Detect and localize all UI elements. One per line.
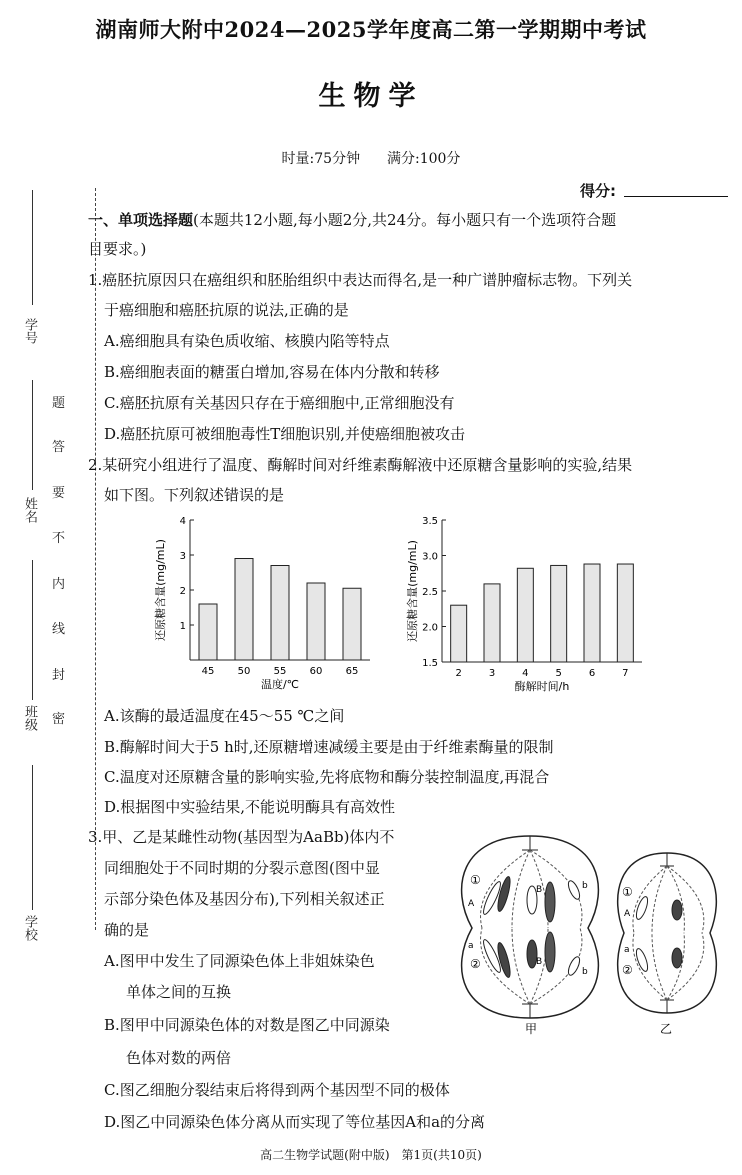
x-tick-label: 5 xyxy=(555,668,562,679)
x-tick-label: 4 xyxy=(522,668,529,679)
label-yi-one: ① xyxy=(622,885,633,899)
x-axis-label: 温度/℃ xyxy=(260,678,300,691)
chromosome-jia-10 xyxy=(566,955,582,977)
time-limit: 时量:75分钟 xyxy=(281,151,361,167)
margin-warning-char: 内 xyxy=(52,577,66,592)
label-gene-a-upper: A xyxy=(468,899,475,909)
label-gene-b-upper: B xyxy=(536,885,543,895)
q3-option-a-line1[interactable]: A.图甲中发生了同源染色体上非姐妹染色 xyxy=(104,952,375,970)
label-gene-bsmall-lower: b xyxy=(582,967,588,977)
margin-warning-char: 题 xyxy=(52,396,66,411)
bar xyxy=(451,605,467,662)
bar xyxy=(271,566,289,661)
x-tick-label: 45 xyxy=(201,666,215,677)
bar xyxy=(584,564,600,662)
q3-stem-line3: 示部分染色体及基因分布),下列相关叙述正 xyxy=(104,890,385,908)
exam-meta xyxy=(0,148,742,168)
q2-option-b[interactable]: B.酶解时间大于5 h时,还原糖增速减缓主要是由于纤维素酶量的限制 xyxy=(104,738,554,756)
chromosome-jia-4 xyxy=(545,882,555,922)
x-tick-label: 7 xyxy=(622,668,629,679)
temperature-bar-chart xyxy=(150,508,380,693)
label-yi-two: ② xyxy=(622,963,633,977)
y-tick-label: 2.0 xyxy=(422,622,438,634)
exam-title: 湖南师大附中2024—2025学年度高二第一学期期中考试 xyxy=(95,17,647,42)
q3-option-c[interactable]: C.图乙细胞分裂结束后将得到两个基因型不同的极体 xyxy=(104,1081,450,1099)
y-tick-label: 3.5 xyxy=(422,516,438,527)
y-tick-label: 2 xyxy=(179,586,186,597)
x-tick-label: 60 xyxy=(309,666,323,677)
bar xyxy=(484,584,500,662)
chromosome-jia-9 xyxy=(545,932,555,972)
bar xyxy=(235,559,253,661)
q2-option-d[interactable]: D.根据图中实验结果,不能说明酶具有高效性 xyxy=(104,798,396,816)
q1-option-c[interactable]: C.癌胚抗原有关基因只存在于癌细胞中,正常细胞没有 xyxy=(104,394,455,412)
y-tick-label: 3.0 xyxy=(422,551,438,563)
q2-stem-line1: 2.某研究小组进行了温度、酶解时间对纤维素酶解液中还原糖含量影响的实验,结果 xyxy=(88,456,633,474)
label-jia: 甲 xyxy=(525,1022,538,1036)
q1-stem-line1: 1.癌胚抗原因只在癌组织和胚胎组织中表达而得名,是一种广谱肿瘤标志物。下列关 xyxy=(88,271,633,289)
x-tick-label: 2 xyxy=(455,668,462,679)
bar xyxy=(343,588,361,660)
margin-warning-char: 封 xyxy=(52,668,66,683)
margin-field-student-id: 学号 xyxy=(22,318,37,344)
label-yi-gene-a-upper: A xyxy=(624,909,631,919)
margin-field-name: 姓名 xyxy=(22,497,37,523)
chromosome-yi-3 xyxy=(634,947,650,972)
score-label: 得分: xyxy=(580,182,616,200)
x-tick-label: 6 xyxy=(588,668,596,679)
score-blank[interactable] xyxy=(624,196,728,197)
label-gene-b-lower: B xyxy=(536,957,543,967)
margin-field-class: 班级 xyxy=(22,705,37,731)
x-tick-label: 3 xyxy=(488,668,496,679)
y-tick-label: 1 xyxy=(179,621,186,632)
x-tick-label: 55 xyxy=(273,666,287,677)
q3-stem-line4: 确的是 xyxy=(104,921,150,939)
name-blank-line xyxy=(32,380,33,490)
y-tick-label: 4 xyxy=(179,516,186,527)
label-two: ② xyxy=(470,957,481,971)
q2-option-c[interactable]: C.温度对还原糖含量的影响实验,先将底物和酶分装控制温度,再混合 xyxy=(104,768,550,786)
section-heading-line2: 目要求。) xyxy=(88,240,147,258)
bar xyxy=(199,604,217,660)
y-axis-label: 还原糖含量(mg/mL) xyxy=(406,540,419,642)
label-yi-gene-a-lower: a xyxy=(624,945,630,955)
q3-stem-line2: 同细胞处于不同时期的分裂示意图(图中显 xyxy=(104,859,380,877)
label-gene-bsmall-upper: b xyxy=(582,881,588,891)
cell-division-figure xyxy=(452,828,730,1038)
y-axis-label: 还原糖含量(mg/mL) xyxy=(154,539,167,641)
label-one: ① xyxy=(470,873,481,887)
margin-warning-char: 不 xyxy=(52,531,66,546)
bar xyxy=(617,564,633,662)
q3-stem-line1: 3.甲、乙是某雌性动物(基因型为AaBb)体内不 xyxy=(88,828,395,846)
q2-option-a[interactable]: A.该酶的最适温度在45～55 ℃之间 xyxy=(104,707,345,725)
q1-stem-line2: 于癌细胞和癌胚抗原的说法,正确的是 xyxy=(104,301,349,319)
y-tick-label: 3 xyxy=(179,551,186,562)
full-score: 满分:100分 xyxy=(386,151,461,167)
x-tick-label: 65 xyxy=(345,666,359,677)
cell-yi-membrane xyxy=(618,853,717,1013)
q3-option-b-line2: 色体对数的两倍 xyxy=(126,1049,232,1067)
chromosome-yi-2 xyxy=(672,900,682,920)
subject-title: 生物学 xyxy=(318,81,424,112)
margin-warning-char: 线 xyxy=(52,622,66,637)
q2-stem-line2: 如下图。下列叙述错误的是 xyxy=(104,486,285,504)
chromosome-yi-1 xyxy=(634,895,650,920)
margin-warning-char: 答 xyxy=(52,440,66,455)
x-axis-label: 酶解时间/h xyxy=(514,680,570,693)
student-id-blank-line xyxy=(32,190,33,305)
bar xyxy=(551,565,567,662)
label-yi: 乙 xyxy=(660,1022,673,1036)
q1-option-a[interactable]: A.癌细胞具有染色质收缩、核膜内陷等特点 xyxy=(104,332,390,350)
time-bar-chart xyxy=(390,508,650,693)
school-blank-line xyxy=(32,765,33,910)
q3-option-d[interactable]: D.图乙中同源染色体分离从而实现了等位基因A和a的分离 xyxy=(104,1113,486,1131)
chromosome-jia-5 xyxy=(566,879,582,901)
x-tick-label: 50 xyxy=(237,666,251,677)
q3-option-a-line2: 单体之间的互换 xyxy=(126,983,232,1001)
margin-field-school: 学校 xyxy=(22,915,37,941)
page-footer: 高二生物学试题(附中版) 第1页(共10页) xyxy=(260,1148,482,1162)
bar xyxy=(307,583,325,660)
q1-option-d[interactable]: D.癌胚抗原可被细胞毒性T细胞识别,并使癌细胞被攻击 xyxy=(104,425,466,443)
y-tick-label: 1.5 xyxy=(422,658,438,669)
q1-option-b[interactable]: B.癌细胞表面的糖蛋白增加,容易在体内分散和转移 xyxy=(104,363,440,381)
class-blank-line xyxy=(32,560,33,700)
q3-option-b-line1[interactable]: B.图甲中同源染色体的对数是图乙中同源染 xyxy=(104,1016,390,1034)
margin-warning-char: 要 xyxy=(52,486,66,501)
y-tick-label: 2.5 xyxy=(422,587,438,598)
margin-warning-char: 密 xyxy=(52,712,66,727)
binding-line xyxy=(95,188,96,930)
label-gene-a-lower: a xyxy=(468,941,474,951)
bar xyxy=(517,568,533,662)
section-heading-line1: 一、单项选择题(本题共12小题,每小题2分,共24分。每小题只有一个选项符合题 xyxy=(88,211,617,229)
chromosome-yi-4 xyxy=(672,948,682,968)
